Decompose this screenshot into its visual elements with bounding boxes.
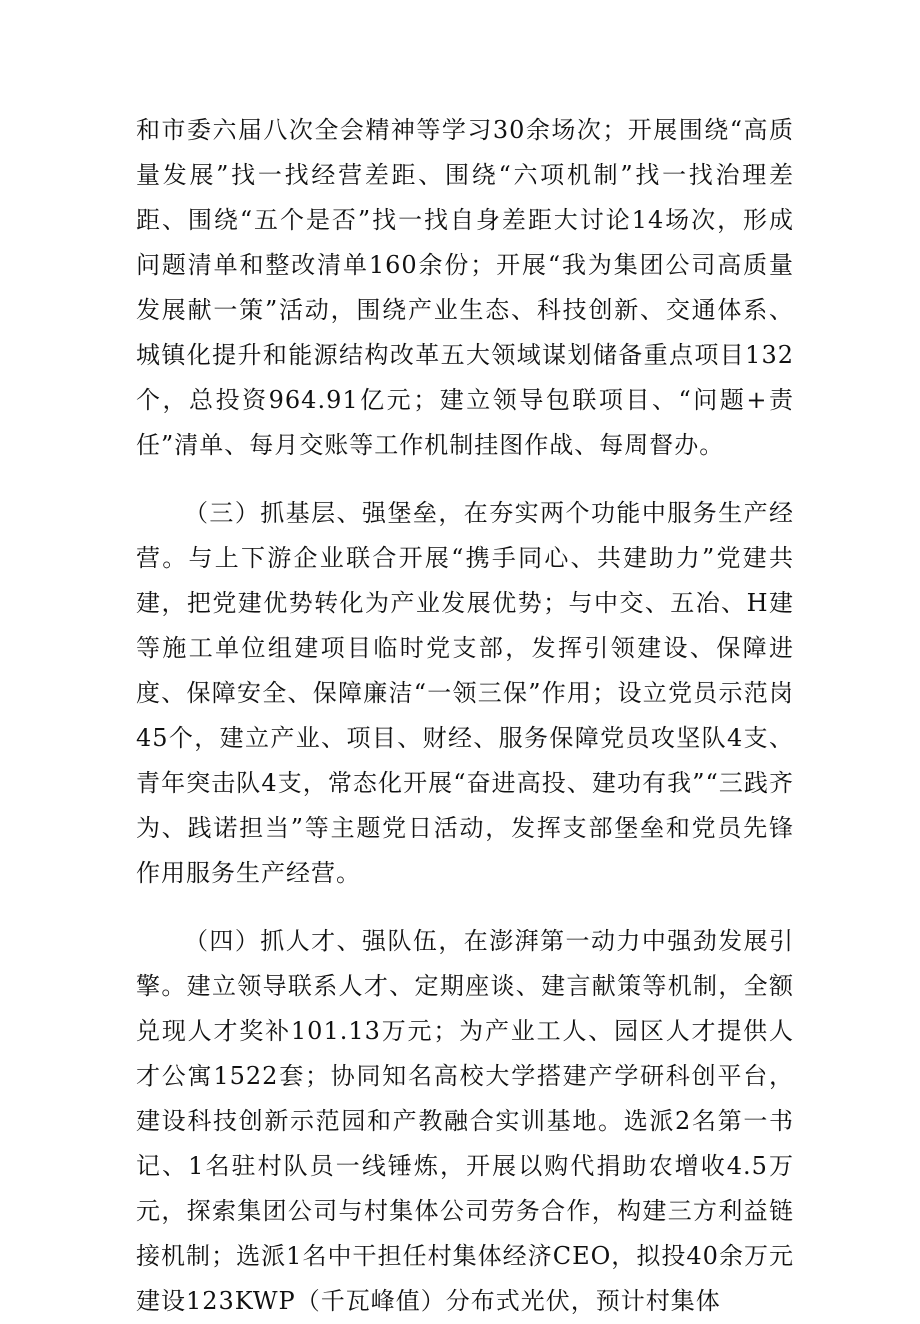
paragraph-spacer — [136, 468, 794, 491]
paragraph-section-three: （三）抓基层、强堡垒，在夯实两个功能中服务生产经营。与上下游企业联合开展“携手同心、共建助力”党建共建，把党建优势转化为产业发展优势；与中交、五冶、H建等施工单位组建项目临时党支部，发挥引领建设、保障进度、保障安全、保障廉洁“一领三保”作用；设立党员示范岗45个，建立产业、项目、财经、服务保障党员攻坚队4支、青年突击队4支，常态化开展“奋进高投、建功有我”“三践齐为、践诺担当”等主题党日活动，发挥支部堡垒和党员先锋作用服务生产经营。 — [136, 499, 794, 887]
paragraph-continuation: 和市委六届八次全会精神等学习30余场次；开展围绕“高质量发展”找一找经营差距、围绕“六项机制”找一找治理差距、围绕“五个是否”找一找自身差距大讨论14场次，形成问题清单和整改清单160余份；开展“我为集团公司高质量发展献一策”活动，围绕产业生态、科技创新、交通体系、城镇化提升和能源结构改革五大领域谋划储备重点项目132个，总投资964.91亿元；建立领导包联项目、“问题+责任”清单、每月交账等工作机制挂图作战、每周督办。 — [136, 116, 794, 459]
document-body — [136, 108, 794, 1324]
paragraph-section-four: （四）抓人才、强队伍，在澎湃第一动力中强劲发展引擎。建立领导联系人才、定期座谈、建言献策等机制，全额兑现人才奖补101.13万元；为产业工人、园区人才提供人才公寓1522套；协同知名高校大学搭建产学研科创平台，建设科技创新示范园和产教融合实训基地。选派2名第一书记、1名驻村队员一线锤炼，开展以购代捐助农增收4.5万元，探索集团公司与村集体公司劳务合作，构建三方利益链接机制；选派1名中干担任村集体经济CEO，拟投40余万元建设123KWP（千瓦峰值）分布式光伏，预计村集体 — [136, 927, 794, 1315]
paragraph-spacer — [136, 896, 794, 919]
